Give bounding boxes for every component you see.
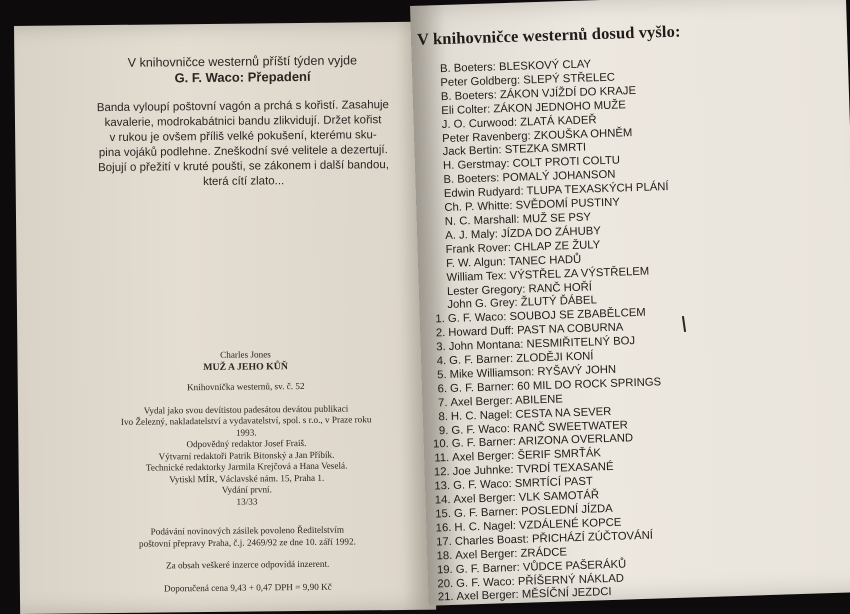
title-text: G. F. Waco: PŘÍŠERNÝ NÁKLAD	[455, 572, 625, 590]
publisher-line: Vydání první.	[221, 484, 272, 495]
postal-line: poštovní přepravy Praha, č.j. 2469/92 ze dne 10. září 1992.	[138, 535, 356, 549]
title-number: 18.	[436, 549, 453, 563]
publisher-line: Vytiskl MÍR, Václavské nám. 15, Praha 1.	[169, 472, 325, 484]
title-number: 3.	[436, 341, 446, 354]
title-text: Charles Boast: PŘICHÁZÍ ZÚČTOVÁNÍ	[454, 529, 654, 548]
publisher-credits	[116, 403, 377, 509]
title-number: 5.	[437, 368, 447, 382]
title-text: G. F. Barner: VŮDCE PAŠERÁKŮ	[455, 558, 627, 576]
title-number: 15.	[435, 507, 452, 521]
title-item: A. J. Maly: JÍZDA DO ZÁHUBY	[445, 224, 602, 242]
title-item: Peter Ravenberg: ZKOUŠKA OHNĚM	[441, 126, 633, 145]
blurb-line: pina vojáků podlehne. Zneškodní své velitele a dezertují.	[98, 144, 388, 160]
publisher-line: Výtvarní redaktoři Patrik Bitonský a Jan Příbík.	[158, 449, 335, 462]
title-number: 9.	[438, 424, 449, 437]
blurb-line: Banda vyloupí poštovní vagón a prchá s kořistí. Zasahuje	[96, 99, 389, 115]
title-text: H. C. Nagel: CESTA NA SEVER	[450, 405, 612, 423]
next-issue-title: G. F. Waco: Přepadení	[174, 68, 311, 86]
title-text: Mike Williamson: RYŠAVÝ JOHN	[449, 363, 617, 381]
title-item: John G. Grey: ŽLUTÝ ĎÁBEL	[447, 294, 597, 312]
blurb-line: kavalerie, modrokabátnici bandu zlikvidují. Držet kořist	[104, 114, 382, 130]
title-text: Joe Juhnke: TVRDÍ TEXASANÉ	[452, 461, 614, 479]
title-text: G. F. Waco: SOUBOJ SE ZBABĚLCEM	[447, 307, 646, 326]
title-number: 1.	[435, 313, 446, 326]
title-item: N. C. Marshall: MUŽ SE PSY	[444, 211, 592, 228]
title-number: 2.	[435, 327, 446, 340]
title-item: J. O. Curwood: ZLATÁ KADEŘ	[441, 113, 597, 131]
title-text: G. F. Barner: POSLEDNÍ JÍZDA	[453, 502, 613, 520]
title-list	[418, 51, 850, 606]
title-number: 11.	[434, 452, 450, 465]
publisher-line: 13/33	[236, 495, 258, 507]
title-text: Axel Berger: VLK SAMOTÁŘ	[453, 489, 600, 506]
title-number: 7.	[437, 396, 448, 410]
title-item: Ch. P. Whitte: SVĚDOMÍ PUSTINY	[444, 196, 621, 215]
title-text: John Montana: NESMIŘITELNÝ BOJ	[448, 335, 636, 354]
title-number: 6.	[437, 382, 448, 396]
title-number: 20.	[437, 577, 454, 590]
published-titles	[417, 17, 850, 606]
title-number: 12.	[433, 466, 450, 479]
colophon	[115, 348, 378, 595]
title-text: Howard Duff: PAST NA COBURNA	[448, 321, 624, 340]
title-item: William Tex: VÝSTŘEL ZA VÝSTŘELEM	[446, 265, 650, 284]
title-item: Lester Gregory: RANČ HOŘÍ	[446, 280, 593, 298]
title-number: 4.	[436, 355, 447, 368]
blurb-line: Bojují o přežití v kruté poušti, se zákonem i další bandou,	[97, 159, 389, 175]
title-number: 14.	[434, 494, 451, 507]
title-text: G. F. Barner: ZLODĚJI KONÍ	[448, 350, 594, 367]
next-issue-blurb	[93, 98, 394, 191]
title-text: H. C. Nagel: VZDÁLENÉ KOPCE	[454, 516, 622, 534]
title-text: Axel Berger: ŠERIF SMRŤÁK	[452, 447, 602, 465]
title-text: G. F. Barner: 60 MIL DO ROCK SPRINGS	[449, 376, 662, 395]
title-item: B. Boeters: BLESKOVÝ CLAY	[439, 58, 592, 76]
recommended-price: Doporučená cena 9,43 + 0,47 DPH = 9,90 Kč	[163, 581, 332, 593]
title-number: 13.	[434, 480, 451, 493]
title-number: 19.	[436, 563, 453, 577]
postal-line: Podávání novinových zásilek povoleno Ředitelstvím	[150, 524, 345, 537]
title-number: 8.	[438, 410, 449, 423]
title-item: H. Gerstmay: COLT PROTI COLTU	[442, 154, 621, 173]
blurb-line: v rukou je ovšem příliš velké pokušení, kterému sku-	[109, 129, 377, 145]
title-text: Axel Berger: ABILENE	[450, 393, 564, 409]
published-titles-heading: V knihovničce westernů dosud vyšlo:	[416, 21, 681, 49]
publisher-line: Vydal jako svou devítistou padesátou devátou publikaci	[143, 403, 349, 416]
next-issue-announcement	[92, 52, 393, 191]
series-volume: Knihovnička westernů, sv. č. 52	[186, 380, 305, 393]
publisher-line: Odpovědný redaktor Josef Fraiš.	[186, 437, 307, 450]
title-text: Axel Berger: ZRÁDCE	[455, 546, 568, 562]
title-text: Axel Berger: MĚSÍČNÍ JEZDCI	[456, 586, 612, 604]
title-item: F. W. Algun: TANEC HADŮ	[445, 253, 582, 270]
right-page	[410, 0, 850, 606]
title-number: 16.	[435, 521, 452, 535]
title-number: 10.	[432, 438, 449, 451]
blurb-line: která cítí zlato...	[202, 175, 285, 189]
left-page	[14, 22, 436, 614]
title-number: 17.	[435, 535, 453, 549]
title-item: B. Boeters: ZÁKON VJÍŽDÍ DO KRAJE	[440, 84, 637, 103]
book-author: Charles Jones	[220, 349, 271, 360]
title-text: G. F. Waco: SMRTÍCÍ PAST	[452, 475, 593, 493]
title-item: Edwin Rudyard: TLUPA TEXASKÝCH PLÁNÍ	[443, 181, 669, 201]
title-number: 21.	[437, 591, 454, 604]
title-item: Peter Goldberg: SLEPÝ STŘELEC	[440, 71, 616, 89]
postal-permit	[117, 524, 377, 550]
title-text: G. F. Waco: RANČ SWEETWATER	[451, 418, 629, 437]
title-text: G. F. Barner: ARIZONA OVERLAND	[451, 432, 634, 451]
book-title: MUŽ A JEHO KŮŇ	[203, 360, 288, 373]
title-item: Jack Bertin: STEZKA SMRTI	[442, 141, 587, 159]
next-issue-heading: V knihovničce westernů příští týden vyjde	[127, 53, 358, 70]
title-item: B. Boeters: POMALÝ JOHANSON	[443, 168, 616, 187]
advertising-note: Za obsah veškeré inzerce odpovídá inzerent.	[165, 558, 330, 571]
title-item: Eli Colter: ZÁKON JEDNOHO MUŽE	[441, 98, 626, 117]
publisher-line: Ivo Železný, nakladatelství a vydavatelství, spol. s r.o., v Praze roku 1993.	[120, 414, 372, 438]
title-item: Frank Rover: CHLAP ZE ŽULY	[445, 238, 601, 256]
publisher-line: Technické redaktorky Jarmila Krejčová a Hana Veselá.	[145, 460, 348, 473]
